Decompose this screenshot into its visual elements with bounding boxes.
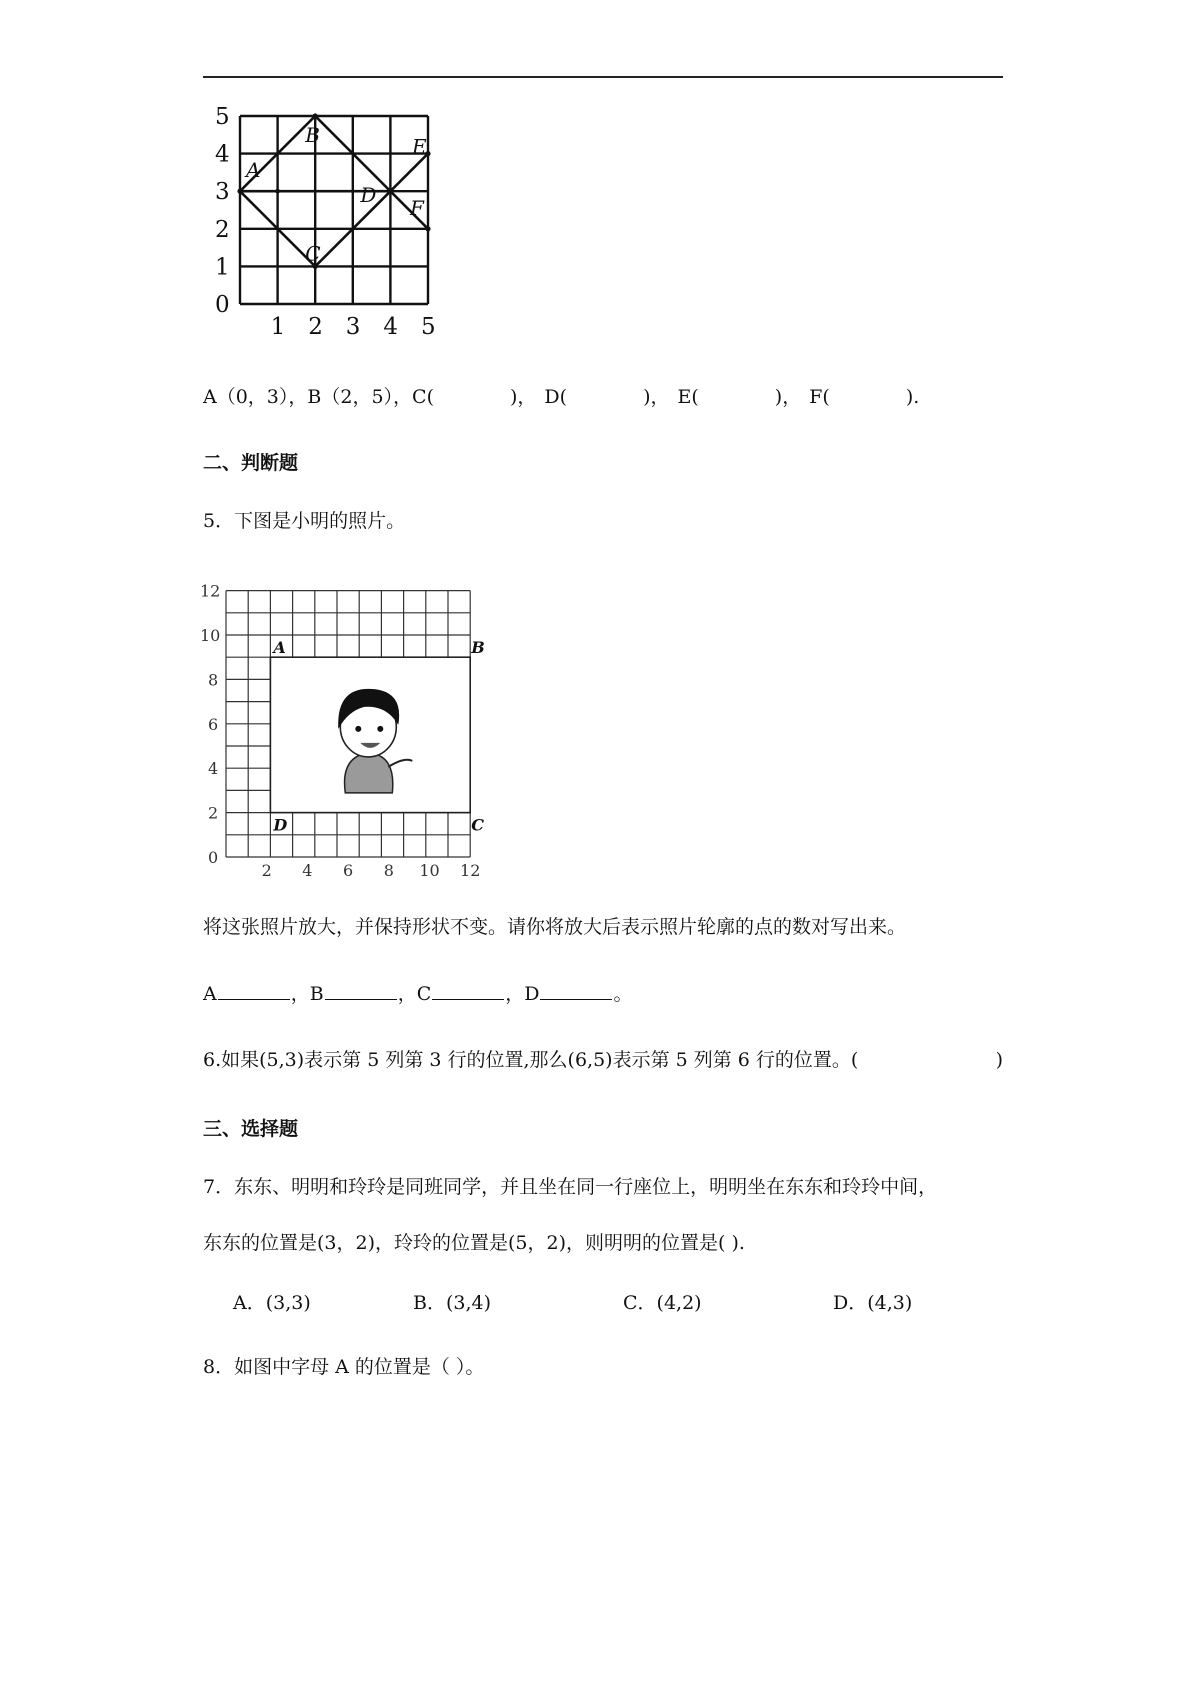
q5-b-blank[interactable] [325,984,397,1000]
point-e-open: E( [677,386,699,408]
coordinate-grid-figure-1 [212,104,442,340]
photo-y-tick-label: 8 [208,670,219,690]
point-label-a: A [246,158,261,183]
x-tick-label: 5 [421,314,436,340]
point-d-close: )， [643,386,670,408]
x-tick-label: 2 [308,314,323,340]
y-tick-label: 0 [215,292,230,318]
y-tick-label: 5 [215,104,230,130]
photo-corner-label-d: D [273,815,288,835]
photo-corner-label-c: C [471,815,484,835]
boy-eye-left [355,726,361,732]
point-label-f: F [410,195,424,220]
q5-blanks-line [203,984,633,1004]
point-labels [244,123,427,265]
photo-y-tick-label: 12 [200,581,221,601]
point-f-dot [425,226,430,231]
photo-corner-label-b: B [471,638,485,657]
point-label-e: E [412,134,427,159]
q5-a-label: A [203,983,217,1005]
point-label-c: C [305,241,321,266]
point-label-b: B [305,123,320,147]
photo-y-tick-label: 6 [208,714,219,734]
q6-text [203,1051,1003,1070]
q7-line-2: 东东的位置是(3，2)，玲玲的位置是(5，2)，则明明的位置是( ). [203,1232,745,1254]
x-tick-label: 3 [345,314,361,340]
q7-option-d[interactable]: D．(4,3) [833,1292,913,1314]
x-tick-label: 1 [270,314,286,340]
point-e-close: )， [774,386,802,408]
photo-x-tick-label: 8 [383,861,394,880]
y-tick-label: 2 [215,216,230,243]
q6-question: 6.如果(5,3)表示第 5 列第 3 行的位置,那么(6,5)表示第 5 列第 6 行的位置。( [203,1049,859,1071]
y-tick-label: 1 [215,254,230,281]
y-tick-label: 3 [215,179,230,206]
point-b-answer: B（2，5）， [307,386,413,408]
q5-d-label: ，D [505,983,540,1005]
q5-instruction: 将这张照片放大，并保持形状不变。请你将放大后表示照片轮廓的点的数对写出来。 [203,916,907,938]
segment-de [390,154,428,192]
photo-x-tick-label: 2 [261,861,272,880]
photo-y-tick-label: 0 [208,848,219,867]
q5-end: 。 [613,983,633,1005]
point-label-d: D [360,183,377,208]
q5-c-label: ，C [397,983,432,1005]
point-d-dot [388,189,393,194]
x-tick-label: 4 [383,314,399,340]
q4-answer-line [203,388,919,407]
q5-b-label: ，B [290,983,324,1005]
header-rule [203,76,1003,78]
photo-x-tick-label: 6 [343,861,354,880]
point-f-open: F( [809,386,830,408]
y-tick-label: 4 [215,141,230,168]
section-3-title: 三、选择题 [203,1118,299,1140]
point-b-dot [313,113,318,118]
boy-eye-right [377,726,383,732]
photo-of-xiaoming [270,657,470,812]
photo-y-tick-label: 2 [208,803,219,823]
grid-dot [275,189,280,194]
point-f-close: ). [905,386,920,408]
q5-a-blank[interactable] [218,984,290,1000]
point-a-dot [237,189,242,194]
section-2-title: 二、判断题 [203,452,299,474]
q6-close: ) [995,1049,1003,1071]
point-a-answer: A（0，3）， [203,386,308,408]
q7-option-b[interactable]: B．(3,4) [413,1292,492,1314]
photo-x-tick-label: 4 [302,861,313,880]
point-c-open: C( [412,386,434,408]
q7-option-a[interactable]: A．(3,3) [233,1292,311,1314]
grid-lines [240,116,428,304]
q7-line-1: 7．东东、明明和玲玲是同班同学，并且坐在同一行座位上，明明坐在东东和玲玲中间， [203,1176,938,1198]
point-c-close: )， [510,386,537,408]
photo-grid-figure [200,562,514,882]
photo-x-tick-label: 12 [460,861,481,880]
photo-corner-label-a: A [273,638,286,657]
photo-y-tick-label: 4 [208,759,219,779]
photo-x-tick-label: 10 [419,861,440,880]
q8-text: 8．如图中字母 A 的位置是（ ）。 [203,1356,485,1378]
q5-text: 5．下图是小明的照片。 [203,510,406,532]
q5-d-blank[interactable] [540,984,612,1000]
point-d-open: D( [544,386,568,408]
q5-c-blank[interactable] [432,984,504,1000]
q7-option-c[interactable]: C．(4,2) [623,1292,702,1314]
photo-y-tick-label: 10 [200,626,221,645]
